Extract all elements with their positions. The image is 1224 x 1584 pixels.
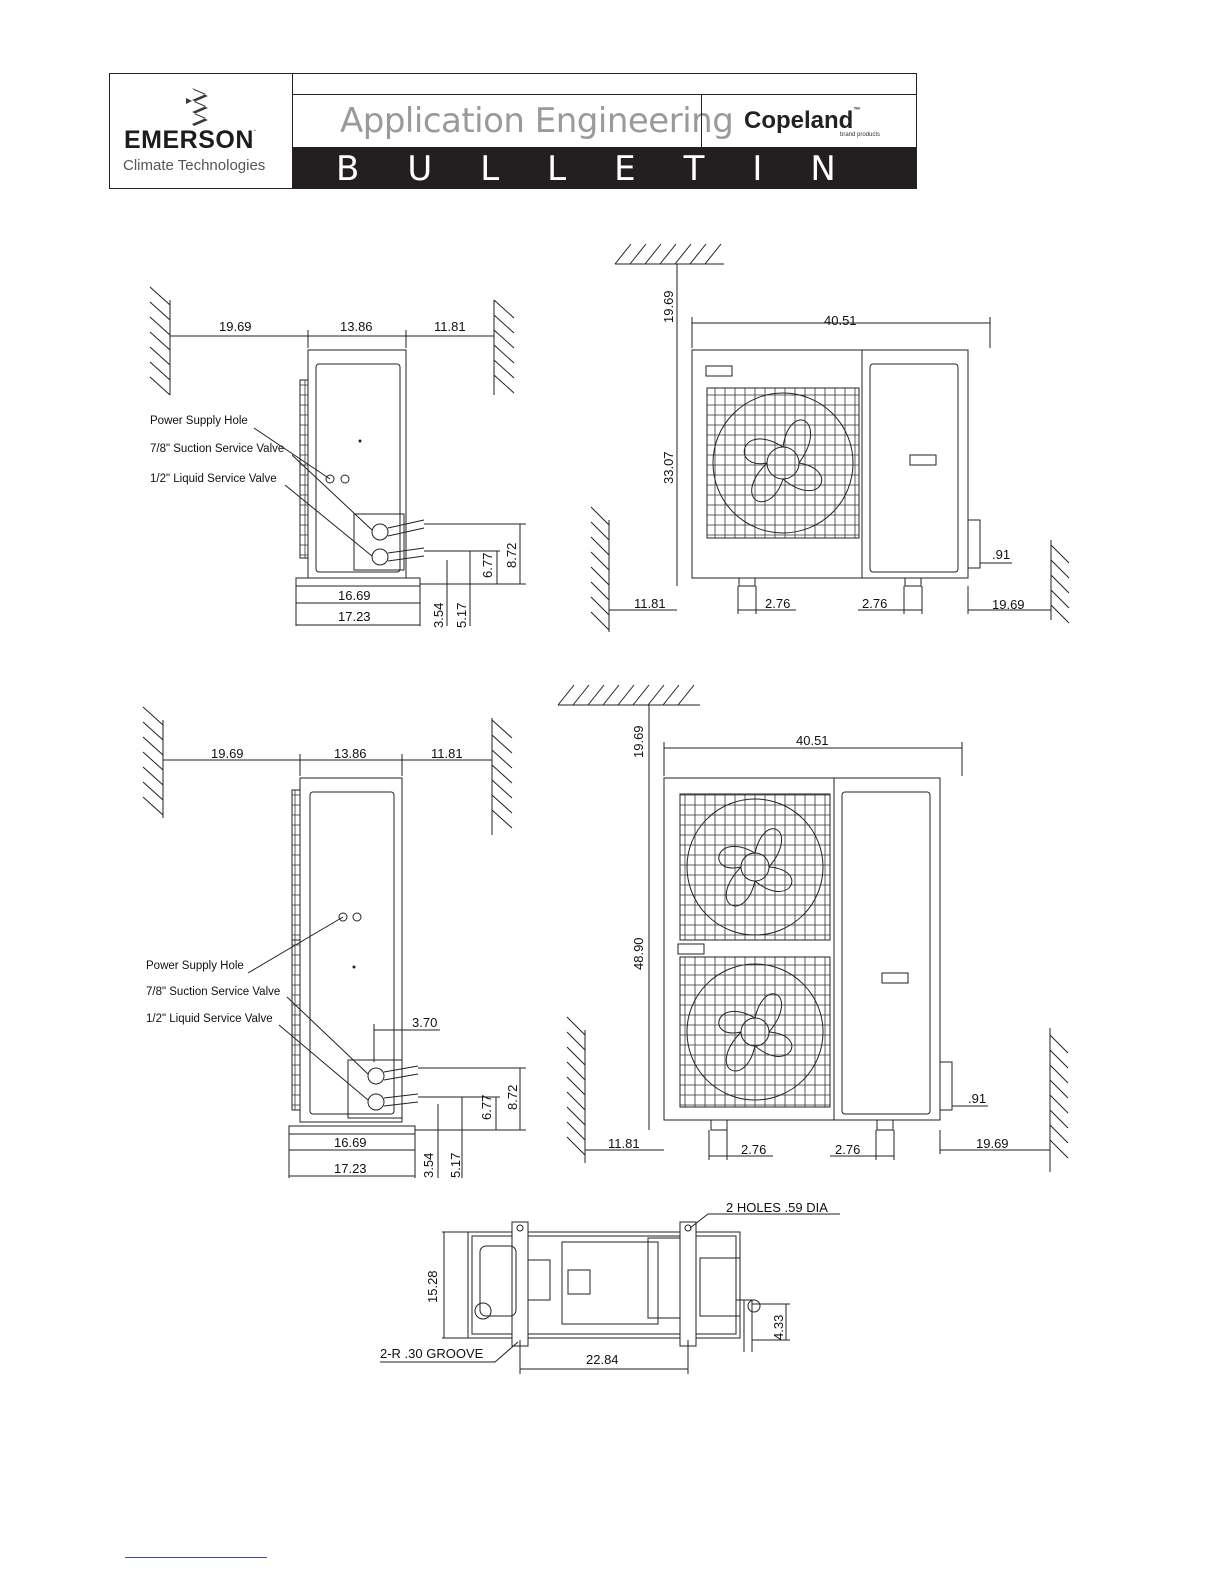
- d2-front-height: 48.90: [631, 937, 646, 970]
- d1-front-left-clearance: 11.81: [634, 596, 666, 611]
- d2-suction-valve-label: 7/8" Suction Service Valve: [146, 986, 281, 998]
- d2-h-base: 3.54: [421, 1152, 436, 1178]
- d2-front-left-clearance: 11.81: [608, 1136, 640, 1151]
- d2-front-width: 40.51: [796, 733, 829, 748]
- d1-front-foot-left: 2.76: [765, 596, 791, 611]
- base-groove-label: 2-R .30 GROOVE: [380, 1346, 484, 1361]
- brand-name: EMERSON.: [124, 126, 257, 154]
- d2-valve-protrusion: 3.70: [412, 1015, 438, 1030]
- d2-front-foot-left: 2.76: [741, 1142, 767, 1157]
- d1-front-valve-offset: .91: [992, 547, 1011, 562]
- d2-liquid-valve-label: 1/2" Liquid Service Valve: [146, 1013, 273, 1025]
- d1-base-inner: 16.69: [338, 588, 371, 603]
- d1-liquid-valve-label: 1/2" Liquid Service Valve: [150, 473, 277, 485]
- d2-side-right-clearance: 11.81: [431, 746, 463, 761]
- footer-link-underline: [125, 1557, 267, 1558]
- d1-h-base: 3.54: [431, 602, 446, 628]
- d1-h-liquid: 6.77: [480, 552, 495, 578]
- d2-h-liquid: 6.77: [479, 1094, 494, 1120]
- d1-front-foot-right: 2.76: [862, 596, 888, 611]
- base-depth: 15.28: [425, 1270, 440, 1303]
- d1-side-width: 13.86: [340, 319, 373, 334]
- d1-front-width: 40.51: [824, 313, 857, 328]
- d1-suction-valve-label: 7/8" Suction Service Valve: [150, 443, 285, 455]
- d2-base-inner: 16.69: [334, 1135, 367, 1150]
- d1-front-right-clearance: 19.69: [992, 597, 1025, 612]
- d1-front-height: 33.07: [661, 451, 676, 484]
- page-title: Application Engineering: [340, 101, 734, 141]
- base-valve-height: 4.33: [771, 1314, 786, 1340]
- base-hole-spacing: 22.84: [586, 1352, 619, 1367]
- d2-front-valve-offset: .91: [968, 1091, 987, 1106]
- d2-front-foot-right: 2.76: [835, 1142, 861, 1157]
- d1-front-top-clearance: 19.69: [661, 290, 676, 323]
- d1-side-view: [150, 287, 526, 626]
- d2-base-outer: 17.23: [334, 1161, 367, 1176]
- d2-h-suction: 8.72: [505, 1084, 520, 1110]
- d1-power-supply-label: Power Supply Hole: [150, 415, 248, 427]
- d2-side-left-clearance: 19.69: [211, 746, 244, 761]
- d2-front-right-clearance: 19.69: [976, 1136, 1009, 1151]
- d1-side-left-clearance: 19.69: [219, 319, 252, 334]
- d2-power-supply-label: Power Supply Hole: [146, 960, 244, 972]
- d1-h-base2: 5.17: [454, 602, 469, 628]
- product-brand: Copeland™: [744, 107, 861, 134]
- d1-h-suction: 8.72: [504, 542, 519, 568]
- d2-side-view: [143, 707, 526, 1178]
- d1-base-outer: 17.23: [338, 609, 371, 624]
- brand-sub: Climate Technologies: [123, 157, 266, 174]
- bulletin-label: BULLETIN: [336, 149, 884, 189]
- d2-side-width: 13.86: [334, 746, 367, 761]
- product-brand-sub: brand products: [840, 132, 881, 138]
- d2-front-top-clearance: 19.69: [631, 725, 646, 758]
- base-holes-label: 2 HOLES .59 DIA: [726, 1200, 828, 1215]
- d1-side-right-clearance: 11.81: [434, 319, 466, 334]
- d2-h-base2: 5.17: [448, 1152, 463, 1178]
